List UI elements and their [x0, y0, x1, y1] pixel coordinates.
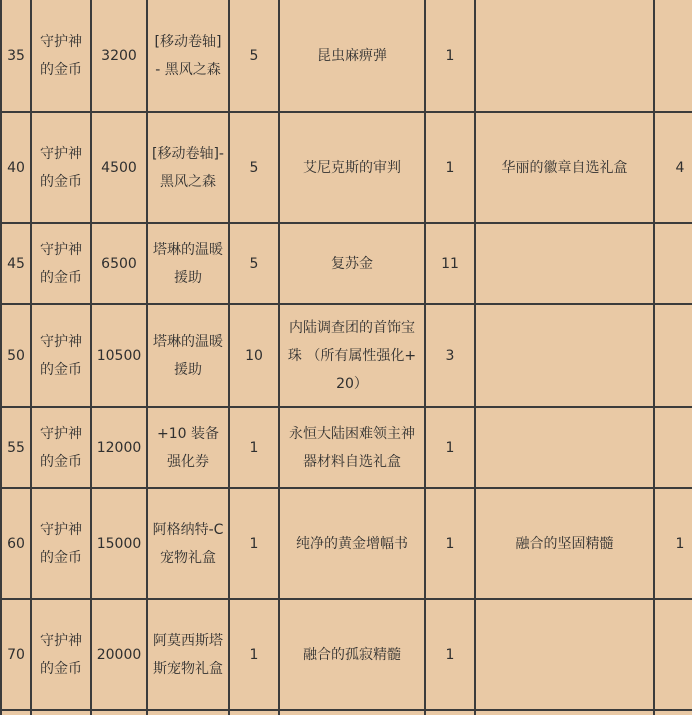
- qty1-cell: 1: [229, 407, 279, 488]
- level-cell: 50: [1, 304, 31, 407]
- table-row: [1, 599, 692, 710]
- reward2-cell: 艾尼克斯的审判: [279, 112, 425, 223]
- table-row: [1, 407, 692, 488]
- reward2-cell: 内陆调查团的首饰宝珠 （所有属性强化+20）: [279, 304, 425, 407]
- item-cell: 守护神的金币: [31, 304, 91, 407]
- points-cell: 3200: [91, 0, 147, 112]
- points-cell: 6500: [91, 223, 147, 304]
- qty2-cell: 11: [425, 223, 475, 304]
- qty1-cell: 1: [229, 599, 279, 710]
- item-cell: 守护神的金币: [31, 0, 91, 112]
- qty2-cell: 1: [425, 112, 475, 223]
- reward2-cell: 复苏金: [279, 223, 425, 304]
- qty2-cell: 1: [425, 599, 475, 710]
- reward1-cell: [移动卷轴] - 黑风之森: [147, 0, 229, 112]
- reward2-cell: 纯净的黄金增幅书: [279, 488, 425, 599]
- qty3-cell: [654, 304, 692, 407]
- points-cell: 20000: [91, 599, 147, 710]
- points-cell: 4500: [91, 112, 147, 223]
- table-row: [1, 112, 692, 223]
- table-row: [1, 0, 692, 112]
- reward1-cell: +10 装备强化券: [147, 407, 229, 488]
- qty3-cell: [654, 599, 692, 710]
- item-cell: 守护神的金币: [31, 112, 91, 223]
- qty3-cell: [654, 0, 692, 112]
- qty1-cell: 10: [229, 304, 279, 407]
- reward2-cell: 永恒大陆困难领主神器材料自选礼盒: [279, 407, 425, 488]
- qty1-cell: 5: [229, 0, 279, 112]
- qty3-cell: [654, 407, 692, 488]
- level-cell: 55: [1, 407, 31, 488]
- qty2-cell: 3: [425, 304, 475, 407]
- qty1-cell: 5: [229, 112, 279, 223]
- table-row: [1, 304, 692, 407]
- item-cell: 守护神的金币: [31, 488, 91, 599]
- item-cell: 守护神的金币: [31, 407, 91, 488]
- reward3-cell: [475, 599, 654, 710]
- qty2-cell: 1: [425, 407, 475, 488]
- item-cell: 守护神的金币: [31, 223, 91, 304]
- reward3-cell: [475, 0, 654, 112]
- level-cell: 60: [1, 488, 31, 599]
- points-cell: 12000: [91, 407, 147, 488]
- reward3-cell: [475, 304, 654, 407]
- level-cell: 40: [1, 112, 31, 223]
- reward1-cell: 阿格纳特-C宠物礼盒: [147, 488, 229, 599]
- qty2-cell: 1: [425, 488, 475, 599]
- reward1-cell: 阿莫西斯塔斯宠物礼盒: [147, 599, 229, 710]
- item-cell: 守护神的金币: [31, 599, 91, 710]
- qty1-cell: 1: [229, 488, 279, 599]
- reward3-cell: [475, 407, 654, 488]
- reward3-cell: 华丽的徽章自选礼盒: [475, 112, 654, 223]
- reward1-cell: [移动卷轴]- 黑风之森: [147, 112, 229, 223]
- level-cell: 35: [1, 0, 31, 112]
- table-row: [1, 710, 692, 715]
- qty2-cell: 1: [425, 0, 475, 112]
- reward2-cell: 融合的孤寂精髓: [279, 599, 425, 710]
- reward1-cell: 塔琳的温暖援助: [147, 304, 229, 407]
- qty3-cell: 1: [654, 488, 692, 599]
- points-cell: 10500: [91, 304, 147, 407]
- level-cell: 45: [1, 223, 31, 304]
- reward3-cell: [475, 223, 654, 304]
- qty3-cell: [654, 223, 692, 304]
- reward3-cell: 融合的坚固精髓: [475, 488, 654, 599]
- qty1-cell: 5: [229, 223, 279, 304]
- qty3-cell: 4: [654, 112, 692, 223]
- reward1-cell: 塔琳的温暖援助: [147, 223, 229, 304]
- reward2-cell: 昆虫麻痹弹: [279, 0, 425, 112]
- table-row: [1, 223, 692, 304]
- table-row: [1, 488, 692, 599]
- points-cell: 15000: [91, 488, 147, 599]
- level-cell: 70: [1, 599, 31, 710]
